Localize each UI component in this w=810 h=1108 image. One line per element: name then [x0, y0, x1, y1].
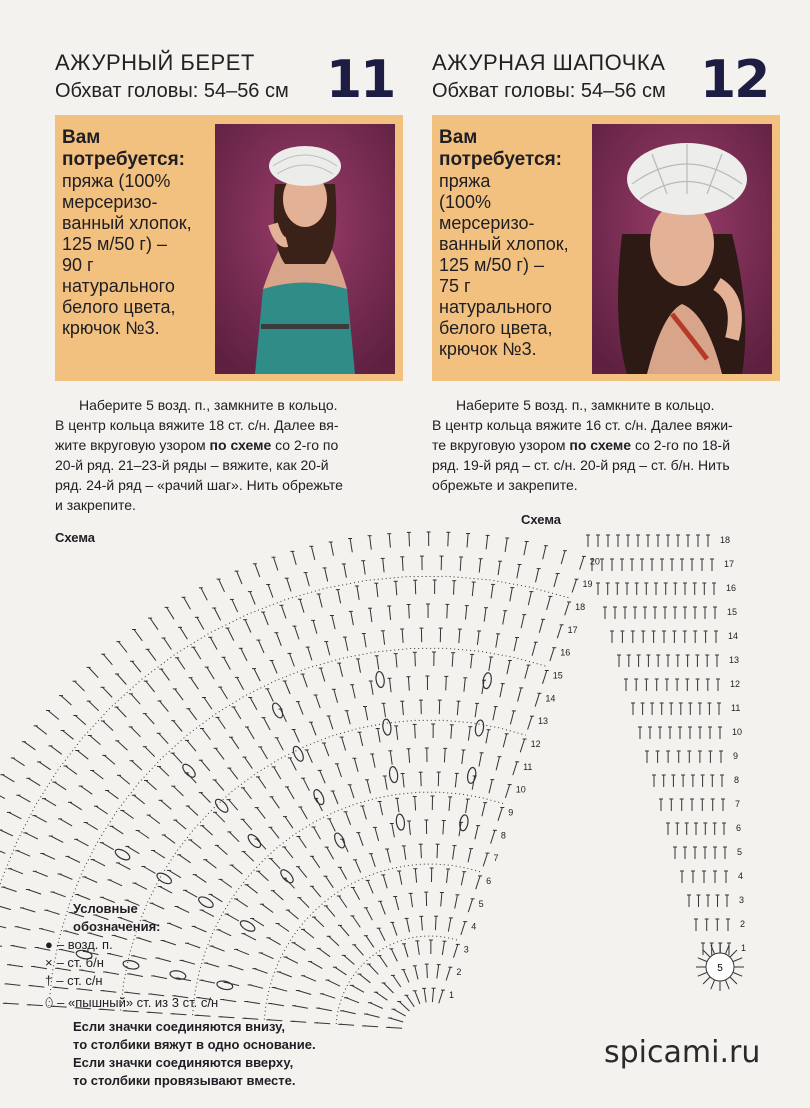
dagger-icon: †: [45, 973, 53, 988]
row-number: 13: [729, 655, 740, 665]
left-model-photo: [215, 124, 395, 374]
puff-stitch-icon: ⬯: [45, 995, 54, 1010]
right-req-line: белого цвета,: [439, 318, 553, 338]
legend-note: Если значки соединяются вверху,: [73, 1055, 294, 1070]
left-title: АЖУРНЫЙ БЕРЕТ: [55, 50, 255, 75]
row-number: 9: [733, 751, 739, 761]
right-model-photo: [592, 124, 772, 374]
row-number: 7: [735, 799, 741, 809]
legend-item-dc: † – ст. с/н: [45, 973, 103, 988]
right-req-line: пряжа: [439, 171, 491, 191]
left-req-line: 90 г: [62, 255, 94, 275]
row-number: 8: [500, 830, 506, 841]
row-number: 6: [486, 875, 492, 886]
right-materials-box: [432, 115, 780, 381]
left-req-line: ванный хлопок,: [62, 213, 192, 233]
left-req-line: белого цвета,: [62, 297, 176, 317]
legend-heading-1: Условные: [73, 901, 138, 916]
row-number: 10: [732, 727, 743, 737]
left-instr-line: ряд. 24-й ряд – «рачий шаг». Нить обрежьте: [55, 477, 343, 493]
row-number: 13: [538, 716, 549, 727]
legend: [45, 900, 375, 1090]
left-instr-line: жите вкруговую узором по схеме со 2-го по: [55, 437, 339, 453]
row-number: 2: [740, 919, 746, 929]
right-req-line: ванный хлопок,: [439, 234, 569, 254]
row-number: 12: [730, 679, 741, 689]
left-req-heading-1: Вам: [62, 127, 101, 148]
right-req-line: крючок №3.: [439, 339, 537, 359]
right-crochet-diagram: [540, 515, 790, 1015]
right-req-line: натурального: [439, 297, 552, 317]
row-number: 6: [736, 823, 742, 833]
left-req-line: мерсеризо-: [62, 192, 158, 212]
left-req-heading-2: потребуется:: [62, 149, 185, 170]
row-number: 4: [471, 921, 477, 932]
row-number: 8: [734, 775, 740, 785]
right-req-line: 125 м/50 г) –: [439, 255, 545, 275]
row-number: 5: [478, 898, 484, 909]
right-instr-line: те вкруговую узором по схеме со 2-го по 18-й: [432, 437, 731, 453]
row-number: 7: [493, 853, 499, 864]
dot-icon: ●: [45, 937, 53, 952]
left-schema-label: Схема: [55, 530, 96, 545]
legend-note: Если значки соединяются внизу,: [73, 1019, 285, 1034]
right-req-line: мерсеризо-: [439, 213, 535, 233]
left-req-line: 125 м/50 г) –: [62, 234, 168, 254]
row-number: 11: [523, 761, 533, 772]
row-number: 12: [530, 739, 541, 749]
legend-note: то столбики провязывают вместе.: [73, 1073, 296, 1088]
left-instr-line: В центр кольца вяжите 18 ст. с/н. Далее вя-: [55, 417, 339, 433]
left-req-line: пряжа (100%: [62, 171, 171, 191]
left-instr-line: Наберите 5 возд. п., замкните в кольцо.: [79, 397, 338, 413]
right-schema-label: Схема: [521, 512, 562, 527]
row-number: 10: [515, 784, 526, 795]
cross-icon: ×: [45, 955, 53, 970]
left-pattern-number: 11: [326, 50, 395, 110]
row-number: 17: [567, 624, 578, 635]
row-number: 3: [463, 944, 469, 955]
legend-item-sc: × – ст. б/н: [45, 955, 104, 970]
right-subtitle: Обхват головы: 54–56 см: [432, 80, 666, 102]
row-number: 3: [739, 895, 745, 905]
right-req-line: (100%: [439, 192, 492, 212]
row-number: 18: [575, 602, 586, 612]
legend-note: то столбики вяжут в одно основание.: [73, 1037, 316, 1052]
left-req-line: крючок №3.: [62, 318, 160, 338]
watermark: spicami.ru: [604, 1035, 761, 1070]
left-subtitle: Обхват головы: 54–56 см: [55, 80, 289, 102]
left-instr-line: 20-й ряд. 21–23-й ряды – вяжите, как 20-й: [55, 457, 329, 473]
row-number: 1: [449, 990, 455, 1001]
right-instr-line: ряд. 19-й ряд – ст. с/н. 20-й ряд – ст. б/н. Нить: [432, 457, 730, 473]
row-number: 4: [738, 871, 744, 881]
right-requirements: [439, 127, 599, 360]
row-number: 20: [589, 556, 600, 567]
row-number: 15: [727, 607, 738, 617]
legend-item-puff: ⬯ – «пышный» ст. из 3 ст. с/н: [45, 995, 219, 1010]
right-instr-line: обрежьте и закрепите.: [432, 477, 578, 493]
left-req-line: натурального: [62, 276, 175, 296]
legend-heading-2: обозначения:: [73, 919, 161, 934]
left-instr-line: и закрепите.: [55, 497, 136, 513]
left-requirements: [62, 127, 222, 339]
ring-label: 5: [717, 963, 723, 974]
left-instructions: [55, 395, 405, 515]
row-number: 18: [720, 535, 731, 545]
row-number: 2: [456, 967, 462, 978]
right-instructions: [432, 395, 782, 495]
right-instr-line: В центр кольца вяжите 16 ст. с/н. Далее вяжи-: [432, 417, 733, 433]
right-req-heading-2: потребуется:: [439, 149, 562, 170]
right-instr-line: Наберите 5 возд. п., замкните в кольцо.: [456, 397, 715, 413]
row-number: 15: [552, 670, 563, 681]
right-title: АЖУРНАЯ ШАПОЧКА: [432, 50, 666, 75]
row-number: 14: [545, 693, 556, 704]
row-number: 19: [582, 579, 593, 590]
left-materials-box: [55, 115, 403, 381]
row-number: 5: [737, 847, 743, 857]
row-number: 17: [724, 559, 735, 569]
row-number: 11: [731, 703, 741, 713]
row-number: 9: [508, 807, 514, 818]
row-number: 16: [726, 583, 737, 593]
row-number: 14: [728, 631, 739, 641]
right-req-line: 75 г: [439, 276, 471, 296]
row-number: 1: [741, 943, 747, 953]
right-pattern-number: 12: [700, 50, 769, 110]
row-number: 16: [560, 647, 571, 658]
right-req-heading-1: Вам: [439, 127, 478, 148]
legend-item-chain: ● – возд. п.: [45, 937, 113, 952]
